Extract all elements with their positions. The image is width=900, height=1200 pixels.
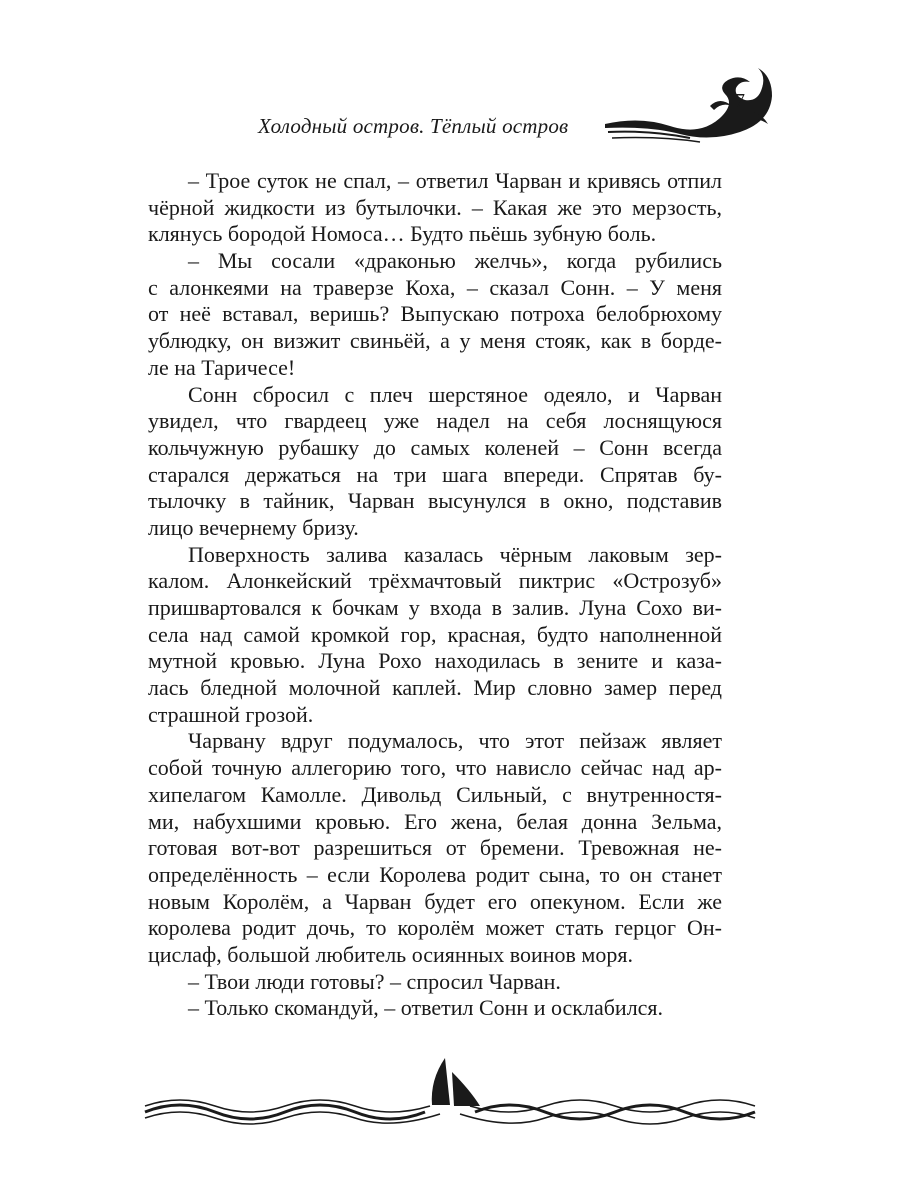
text-line: старался держаться на три шага впереди. Спрятав бу- [148, 461, 722, 487]
text-line: увидел, что гвардеец уже надел на себя лоснящуюся [148, 408, 722, 434]
text-line: пришвартовался к бочкам у входа в залив. Луна Сохо ви- [148, 595, 722, 620]
text-line: страшной грозой. [148, 701, 314, 727]
text-line: тылочку в тайник, Чарван высунулся в окно, подставив [148, 488, 722, 514]
wave-ornament-icon [600, 66, 775, 146]
page-number: 7 [735, 90, 745, 112]
text-line: лицо вечернему бризу. [148, 514, 359, 540]
text-line: Поверхность залива казалась чёрным лаковым зер- [188, 541, 722, 567]
text-line: королева родит дочь, то королём может стать герцог Он- [148, 915, 722, 941]
text-line: с алонкеями на траверзе Коха, – сказал Сонн. – У меня [148, 274, 722, 300]
text-line: цислаф, большой любитель осиянных воинов моря. [148, 941, 633, 967]
body-text [148, 168, 722, 1022]
text-line: Сонн сбросил с плеч шерстяное одеяло, и Чарван [188, 381, 722, 407]
running-head-title: Холодный остров. Тёплый остров [258, 114, 569, 138]
text-line: лась бледной молочной каплей. Мир словно замер перед [148, 675, 722, 701]
text-line: хипелагом Камолле. Дивольд Сильный, с внутренностя- [148, 781, 722, 807]
text-line: ле на Таричесе! [148, 354, 296, 380]
text-line: калом. Алонкейский трёхмачтовый пиктрис «Острозуб» [148, 568, 722, 594]
text-line: клянусь бородой Номоса… Будто пьёшь зубную боль. [148, 221, 657, 247]
text-line: кольчужную рубашку до самых коленей – Сонн всегда [148, 434, 722, 460]
text-line: – Трое суток не спал, – ответил Чарван и кривясь отпил [188, 168, 722, 193]
text-line: села над самой кромкой гор, красная, будто наполненной [148, 621, 722, 647]
text-line: ублюдку, он визжит свиньёй, а у меня стояк, как в борде- [148, 328, 722, 354]
text-line: от неё вставал, веришь? Выпускаю потроха белобрюхому [148, 301, 722, 327]
text-line: чёрной жидкости из бутылочки. – Какая же это мерзость, [148, 194, 722, 220]
text-line: новым Королём, а Чарван будет его опекуном. Если же [148, 888, 722, 914]
text-line: определённость – если Королева родит сына, то он станет [148, 861, 722, 887]
text-line: ми, набухшими кровью. Его жена, белая донна Зельма, [148, 808, 722, 834]
text-line: – Твои люди готовы? – спросил Чарван. [188, 968, 561, 994]
text-line: собой точную аллегорию того, что нависло сейчас над ар- [148, 755, 722, 781]
text-line: – Только скомандуй, – ответил Сонн и осклабился. [188, 995, 664, 1021]
sailboat-wave-ornament-icon [140, 1050, 760, 1125]
text-line: Чарвану вдруг подумалось, что этот пейзаж являет [188, 728, 722, 754]
text-line: мутной кровью. Луна Рохо находилась в зените и каза- [148, 648, 722, 674]
text-line: – Мы сосали «драконью желчь», когда рубились [188, 248, 722, 274]
text-line: готовая вот-вот разрешиться от бремени. Тревожная не- [148, 835, 722, 861]
